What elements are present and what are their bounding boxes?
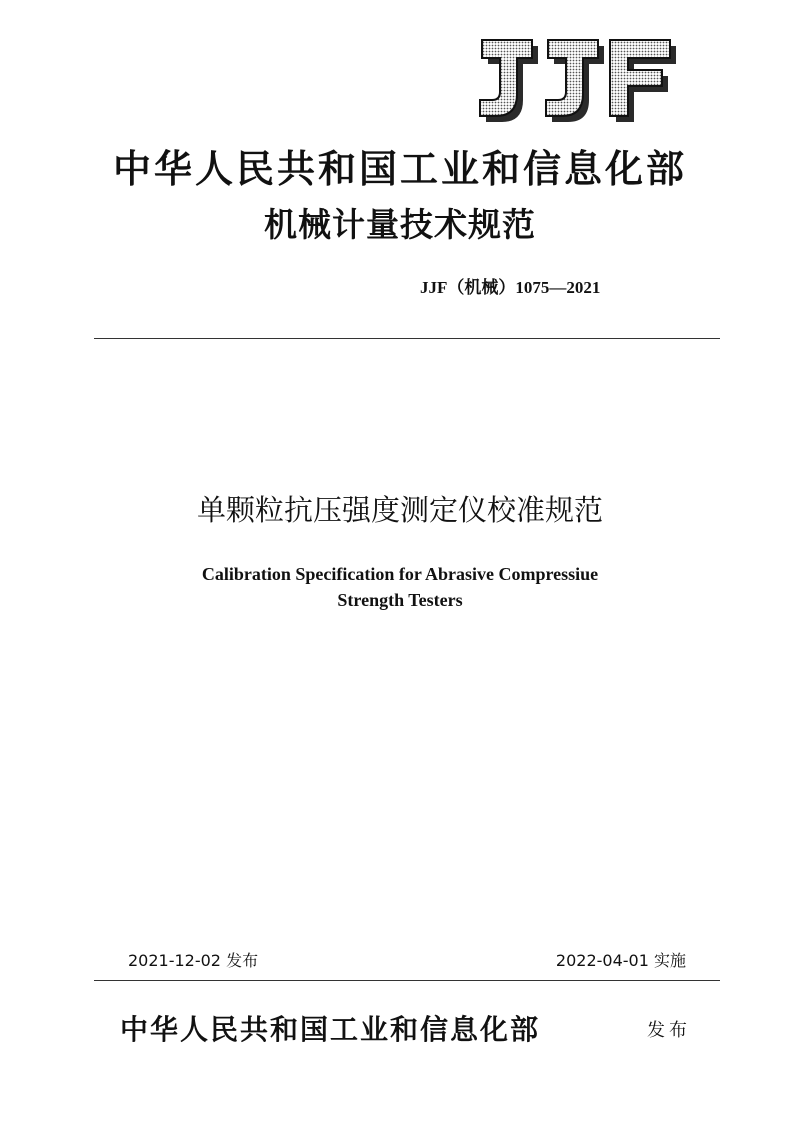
document-title-zh: 单颗粒抗压强度测定仪校准规范 [196, 493, 603, 527]
standard-number: JJF（机械）1075—2021 [420, 278, 601, 297]
effective-date: 2022-04-01 实施 [555, 951, 686, 970]
document-title-en-line2: Strength Testers [337, 590, 463, 610]
series-title: 机械计量技术规范 [264, 205, 536, 244]
bottom-divider [94, 980, 720, 981]
top-divider [94, 338, 720, 339]
issue-date: 2021-12-02 发布 [128, 951, 259, 970]
jjf-logo [470, 38, 682, 124]
logo-letters [480, 40, 676, 122]
ministry-title: 中华人民共和国工业和信息化部 [112, 146, 687, 191]
publisher-name: 中华人民共和国工业和信息化部 [120, 1013, 541, 1046]
publish-label: 发布 [647, 1020, 691, 1041]
document-title-en-line1: Calibration Specification for Abrasive Compressiue [201, 564, 599, 584]
